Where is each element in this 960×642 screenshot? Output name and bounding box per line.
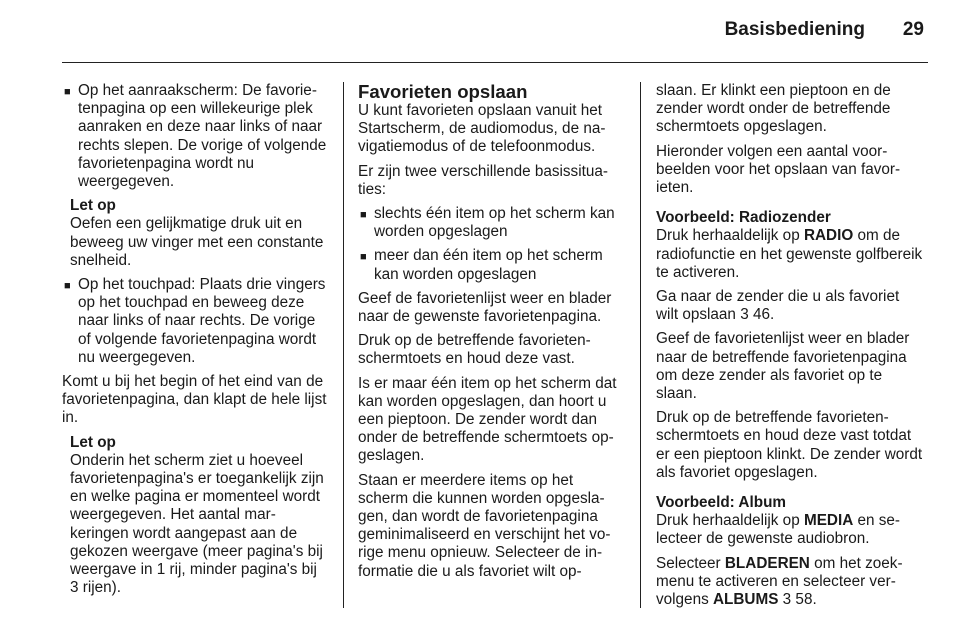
section-title: Favorieten opslaan [358, 81, 528, 102]
text-run: Selecteer [656, 554, 725, 572]
key-label-media: MEDIA [803, 512, 854, 530]
paragraph [656, 227, 924, 282]
page-reference: 58. [791, 591, 817, 609]
list-item [62, 276, 328, 367]
subsection-title: Voorbeeld: Album [656, 494, 787, 512]
paragraph: Staan er meerdere items op het scherm die kunnen worden opgeslagen, dan wordt de favorietenpagina geminimaliseerd en verschijnt het vorige menu opnieuw. Selecteer de informatie die u als favoriet wilt op- [358, 471, 611, 580]
paragraph: Er zijn twee verschillende basissituaties: [358, 162, 608, 198]
paragraph [656, 512, 924, 548]
bullet-square-icon: ■ [64, 280, 71, 293]
bullet-square-icon: ■ [64, 86, 71, 98]
page-title: Basisbediening [724, 19, 865, 40]
text-run: en selecteer de gewenste audiobron. [656, 512, 901, 548]
page-number: 29 [902, 19, 924, 40]
key-label-albums: ALBUMS [712, 591, 779, 609]
subsection-title: Voorbeeld: Radiozender [656, 209, 831, 227]
paragraph: Is er maar één item op het scherm dat kan worden opgeslagen, dan hoort u een pieptoon. De zender wordt dan onder de betreffende schermtoets opgeslagen. [358, 374, 617, 465]
paragraph: Geef de favorietenlijst weer en blader naar de betreffende favorietenpagina om deze zender als favoriet op te slaan. [656, 330, 910, 403]
header-rule [62, 62, 928, 63]
paragraph: Druk op de betreffende favorietenschermtoets en houd deze vast totdat er een pieptoon klinkt. De zender wordt als favoriet opgeslagen. [656, 409, 923, 481]
bullet-text: meer dan één item op het scherm kan worden opgeslagen [374, 247, 603, 283]
list-item [358, 205, 626, 241]
column-left [62, 82, 328, 603]
note-text: Onderin het scherm ziet u hoeveel favorietenpagina's er toegankelijk zijn en welke pagina er momenteel wordt weergegeven. Het aantal markeringen wordt aangepast aan de gekozen weergave (meer pagina's bij weergave in 1 rij, minder pagina's bij 3 rijen). [70, 451, 324, 597]
note-title: Let op [70, 433, 116, 451]
note-block [62, 197, 328, 270]
paragraph: Geef de favorietenlijst weer en blader naar de gewenste favorietenpagina. [358, 289, 612, 326]
page-header [0, 0, 960, 60]
note-text: Oefen een gelijkmatige druk uit en beweeg uw vinger met een constante snelheid. [70, 215, 324, 269]
paragraph: U kunt favorieten opslaan vanuit het Startscherm, de audiomodus, de navigatiemodus of de telefoonmodus. [358, 102, 606, 156]
bullet-text: Op het aanraakscherm: De favorietenpagina op een willekeurige plek aanraken en deze naar links of naar rechts slepen. De vorige of volgende favorietenpagina wordt nu weergegeven. [78, 82, 327, 191]
column-divider-left [343, 82, 344, 608]
column-divider-right [640, 82, 641, 608]
bullet-square-icon: ■ [360, 209, 367, 222]
paragraph: Druk op de betreffende favorietenschermtoets en houd deze vast. [358, 332, 591, 368]
text-run: om het zoekmenu te activeren en selecteer vervolgens [656, 554, 903, 609]
paragraph: slaan. Er klinkt een pieptoon en de zender wordt onder de betreffende schermtoets opgeslagen. [656, 82, 891, 136]
page-reference: 46. [748, 306, 775, 324]
bullet-text: slechts één item op het scherm kan worden opgeslagen [374, 205, 615, 241]
list-item [358, 247, 626, 283]
text-run: om de radiofunctie en het gewenste golfbereik te activeren. [656, 227, 923, 281]
text-run: Druk herhaaldelijk op [656, 512, 804, 530]
paragraph: Komt u bij het begin of het eind van de favorietenpagina, dan klapt de hele lijst in. [62, 373, 327, 427]
list-item [62, 82, 328, 191]
text-run: Ga naar de zender die u als favoriet wilt opslaan [656, 288, 900, 324]
key-label-radio: RADIO [803, 227, 854, 245]
bullet-square-icon: ■ [360, 251, 367, 264]
note-block [62, 434, 328, 598]
key-label-bladeren: BLADEREN [724, 554, 810, 572]
note-title: Let op [70, 197, 116, 215]
page-reference-arrow-icon: 3 [782, 591, 792, 609]
column-middle [358, 82, 626, 587]
column-right [656, 82, 924, 615]
bullet-text: Op het touchpad: Plaats drie vingers op het touchpad en beweeg deze naar links of naar rechts. De vorige of volgende favorietenpagina wordt nu weergegeven. [78, 276, 326, 366]
paragraph: Hieronder volgen een aantal voorbeelden voor het opslaan van favorieten. [656, 142, 901, 197]
paragraph [656, 288, 924, 324]
text-run: Druk herhaaldelijk op [656, 227, 804, 245]
page-reference-arrow-icon: 3 [740, 306, 749, 324]
paragraph [656, 555, 924, 610]
